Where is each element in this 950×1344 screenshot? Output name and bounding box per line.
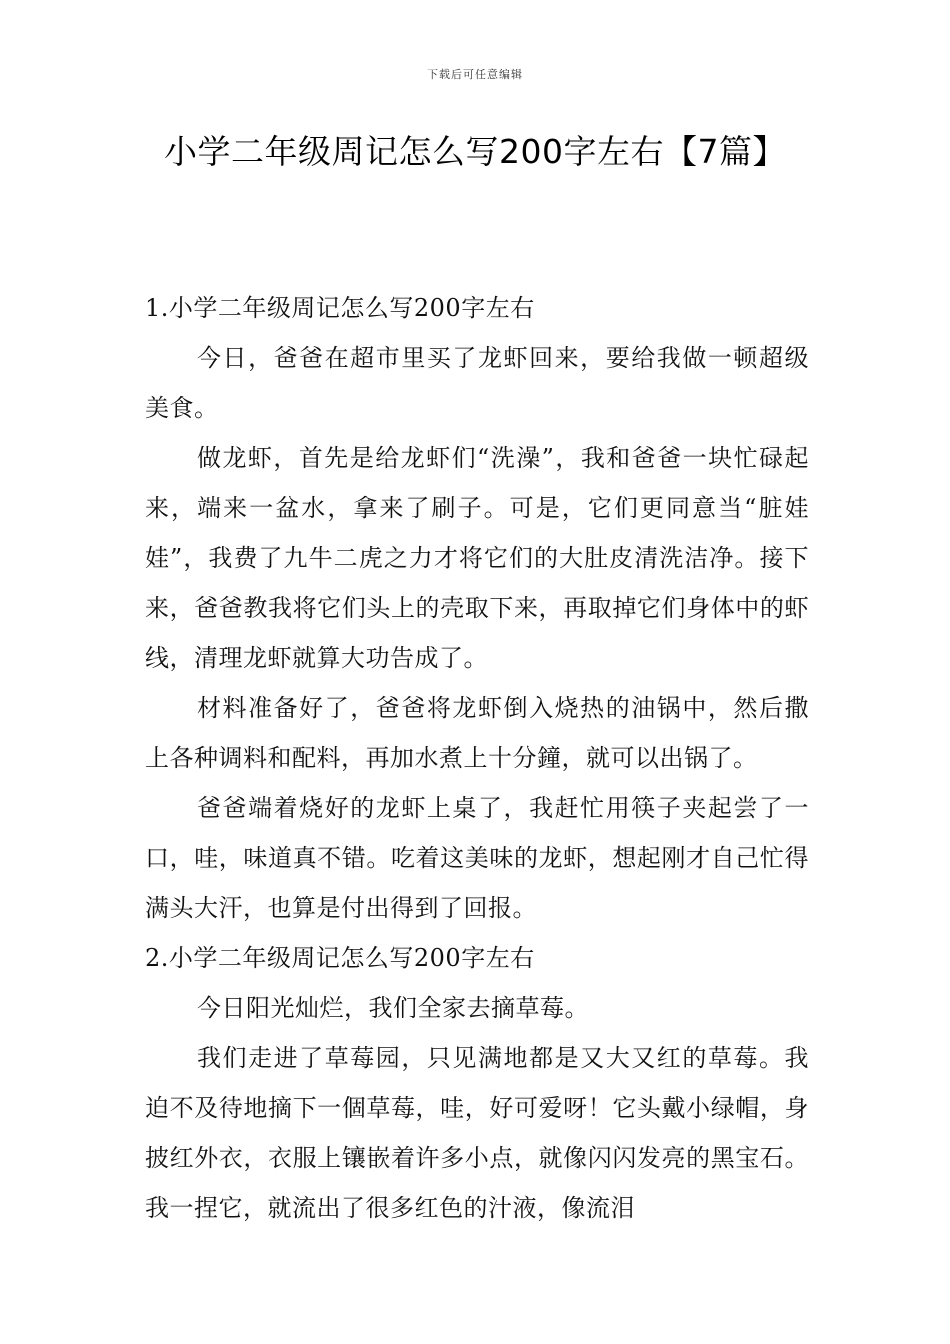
paragraph: 做龙虾，首先是给龙虾们“洗澡”，我和爸爸一块忙碌起来，端来一盆水，拿来了刷子。可是，它们更同意当“脏娃娃”，我费了九牛二虎之力才将它们的大肚皮清洗洁净。接下来，爸爸教我将它们头上的壳取下来，再取掉它们身体中的虾线，清理龙虾就算大功告成了。	[145, 444, 809, 672]
section-heading-2: 2.小学二年级周记怎么写200字左右	[145, 944, 535, 972]
paragraph: 今日，爸爸在超市里买了龙虾回来，要给我做一顿超级美食。	[145, 344, 809, 422]
document-body	[145, 283, 809, 1233]
document-title: 小学二年级周记怎么写200字左右【7篇】	[164, 132, 786, 171]
paragraph: 爸爸端着烧好的龙虾上桌了，我赶忙用筷子夹起尝了一口，哇，味道真不错。吃着这美味的龙虾，想起刚才自己忙得满头大汗，也算是付出得到了回报。	[145, 794, 809, 922]
paragraph: 我们走进了草莓园，只见满地都是又大又红的草莓。我迫不及待地摘下一個草莓，哇，好可爱呀！它头戴小绿帽，身披红外衣，衣服上镶嵌着许多小点，就像闪闪发亮的黑宝石。我一捏它，就流出了很多红色的汁液，像流泪	[145, 1044, 809, 1222]
section-heading-1: 1.小学二年级周记怎么写200字左右	[145, 294, 535, 322]
header-note: 下载后可任意编辑	[427, 68, 523, 81]
paragraph: 今日阳光灿烂，我们全家去摘草莓。	[197, 994, 589, 1022]
paragraph: 材料准备好了，爸爸将龙虾倒入烧热的油锅中，然后撒上各种调料和配料，再加水煮上十分鐘，就可以出锅了。	[145, 694, 809, 772]
